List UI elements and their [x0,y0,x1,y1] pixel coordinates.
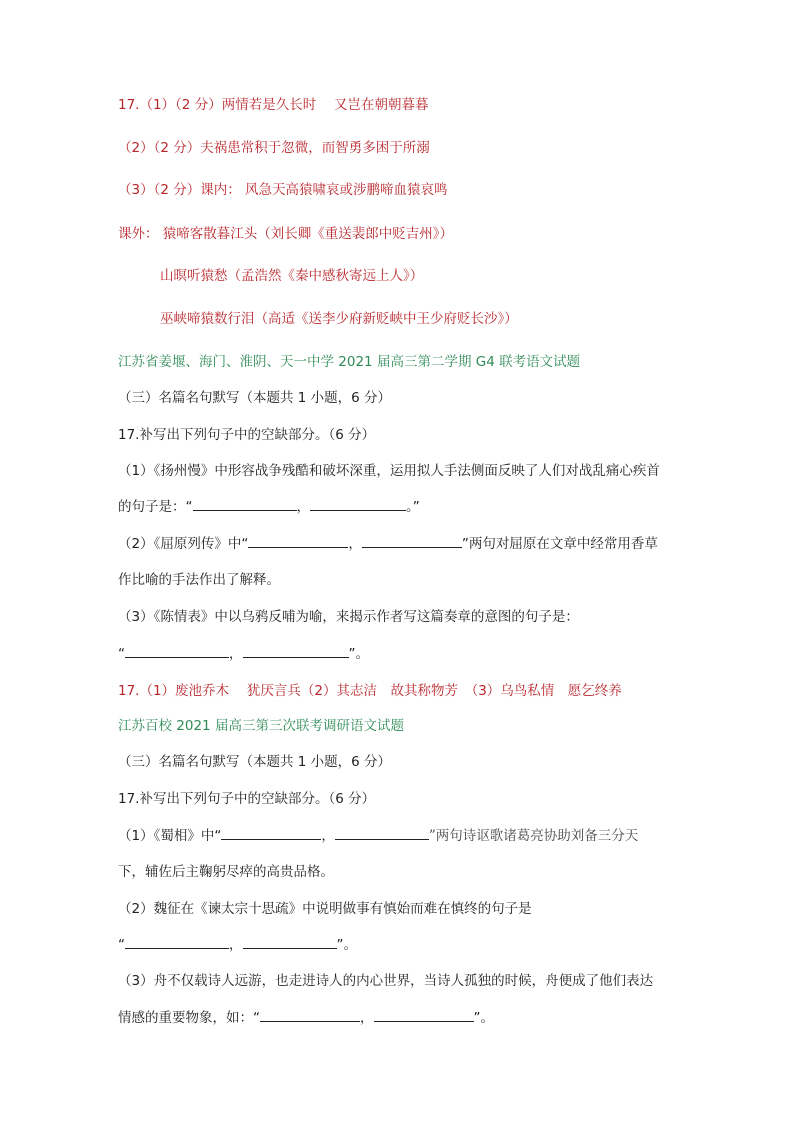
exam1-q2-line-b: 作比喻的手法作出了解释。 [118,572,280,588]
fill-blank[interactable] [125,644,229,658]
fill-blank[interactable] [193,497,297,511]
exam1-q1-suffix: 。” [406,499,420,515]
exam-title-2: 江苏百校 2021 届高三第三次联考调研语文试题 [118,718,404,734]
exam2-q1-line-a [118,826,638,846]
answer-line-6: 巫峡啼猿数行泪（高适《送李少府新贬峡中王少府贬长沙》） [160,311,518,327]
exam1-q1-line-a: （1）《扬州慢》中形容战争残酷和破坏深重，运用拟人手法侧面反映了人们对战乱痛心疾首 [118,463,660,479]
exam2-q3-comma: ， [360,1010,374,1026]
exam1-q2-suffix: ”两句对屈原在文章中经常用香草 [461,536,658,552]
exam-title-1: 江苏省姜堰、海门、淮阴、天一中学 2021 届高三第二学期 G4 联考语文试题 [118,354,581,370]
exam1-q3-line-b [118,644,369,664]
answer-line-5: 山暝听猿愁（孟浩然《秦中感秋寄远上人》） [160,268,424,284]
exam2-q1-suffix: ”两句诗讴歌诸葛亮协助刘备三分天 [428,828,639,844]
exam1-q2-prefix: （2）《屈原列传》中“ [118,536,249,552]
fill-blank[interactable] [310,497,406,511]
answer-line-3: （3）（2 分）课内： 风急天高猿啸哀或涉鹏啼血猿哀鸣 [118,182,448,198]
answer-line-2: （2）（2 分）夫祸患常积于忽微，而智勇多困于所溺 [118,140,430,156]
exam1-q3-prefix: “ [118,646,125,662]
fill-blank[interactable] [335,826,429,840]
exam2-q2-line-b [118,935,357,955]
fill-blank[interactable] [243,935,337,949]
fill-blank[interactable] [248,534,348,548]
section-heading-1: （三）名篇名句默写（本题共 1 小题，6 分） [118,390,392,406]
exam2-q2-line-a: （2）魏征在《谏太宗十思疏》中说明做事有慎始而难在慎终的句子是 [118,901,532,917]
exam2-q3-suffix: ”。 [473,1010,494,1026]
section-heading-2: （三）名篇名句默写（本题共 1 小题，6 分） [118,754,392,770]
exam1-q1-prefix: 的句子是：“ [118,499,193,515]
answer-line-1: 17.（1）（2 分）两情若是久长时 又岂在朝朝暮暮 [118,97,429,113]
exam1-q2-comma: ， [348,536,362,552]
answer-line-4: 课外： 猿啼客散暮江头（刘长卿《重送裴郎中贬吉州》） [118,226,454,242]
fill-blank[interactable] [243,644,349,658]
exam1-q3-line-a: （3）《陈情表》中以乌鸦反哺为喻，来揭示作者写这篇奏章的意图的句子是： [118,609,579,625]
question-heading-1: 17.补写出下列句子中的空缺部分。（6 分） [118,427,376,443]
exam1-answer: 17.（1）废池乔木 犹厌言兵（2）其志洁 故其称物芳 （3）乌鸟私情 愿乞终养 [118,683,622,699]
fill-blank[interactable] [362,534,462,548]
fill-blank[interactable] [260,1008,360,1022]
exam2-q1-prefix: （1）《蜀相》中“ [118,828,222,844]
exam1-q3-suffix: ”。 [348,646,369,662]
exam1-q1-comma: ， [296,499,310,515]
question-heading-2: 17.补写出下列句子中的空缺部分。（6 分） [118,791,376,807]
fill-blank[interactable] [125,935,229,949]
exam2-q2-prefix: “ [118,937,125,953]
exam1-q1-line-b [118,497,420,517]
fill-blank[interactable] [374,1008,474,1022]
exam1-q3-comma: ， [229,646,243,662]
exam2-q2-comma: ， [229,937,243,953]
exam2-q1-line-b: 下，辅佐后主鞠躬尽瘁的高贵品格。 [118,864,334,880]
exam2-q1-comma: ， [321,828,335,844]
fill-blank[interactable] [221,826,321,840]
exam2-q3-line-a: （3）舟不仅载诗人远游，也走进诗人的内心世界，当诗人孤独的时候，舟便成了他们表达 [118,973,654,989]
exam2-q3-line-b [118,1008,494,1028]
exam2-q3-prefix: 情感的重要物象，如：“ [118,1010,260,1026]
exam2-q2-suffix: ”。 [336,937,357,953]
exam1-q2-line-a [118,534,658,554]
